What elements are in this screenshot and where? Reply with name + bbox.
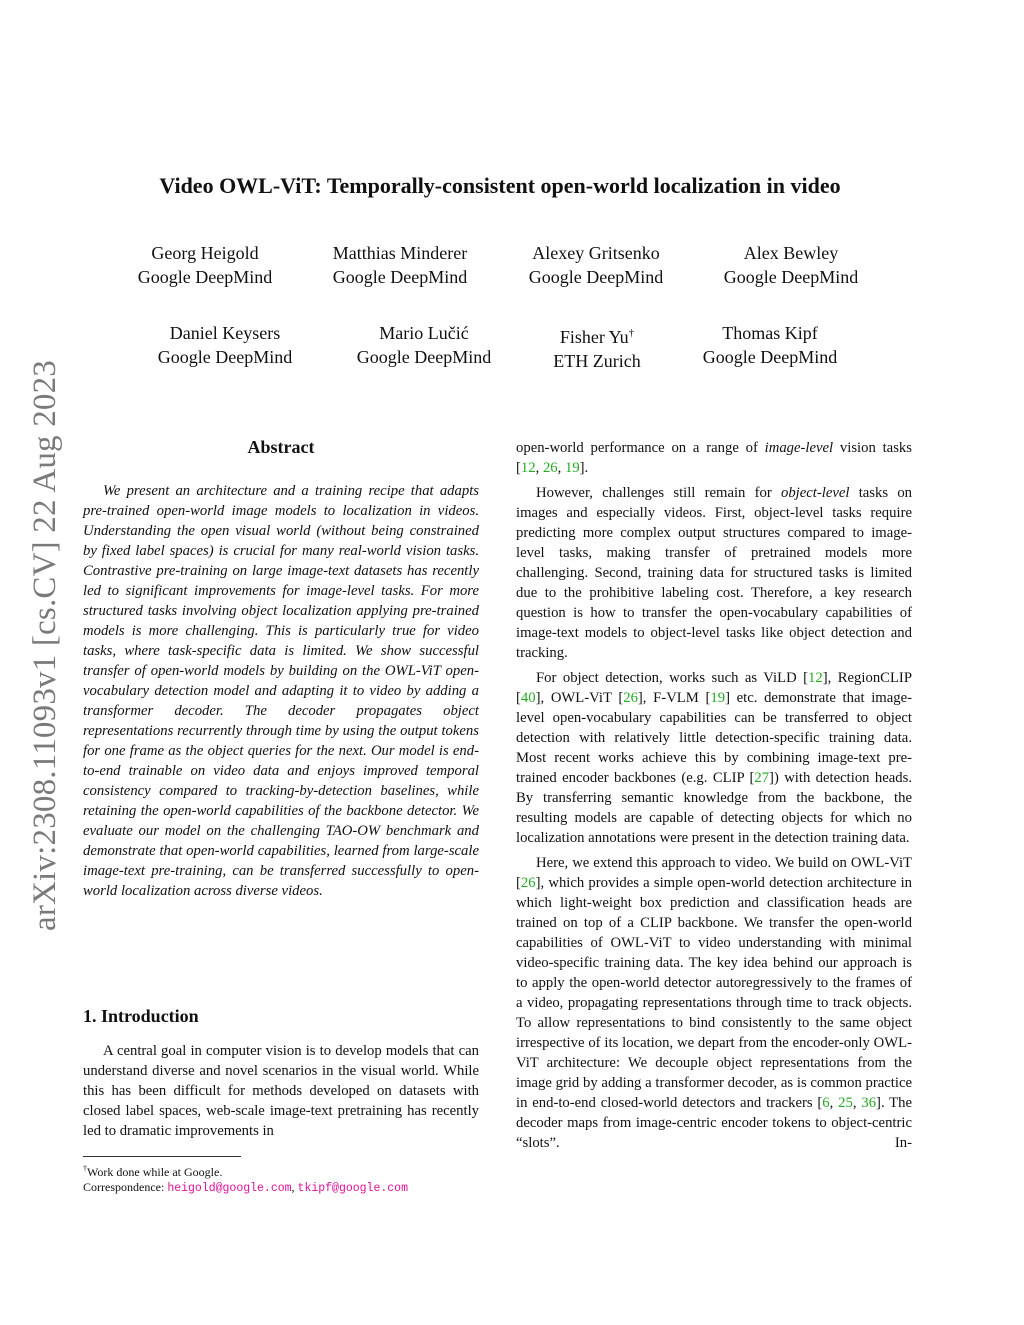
- author-block: [670, 321, 870, 369]
- citation-link[interactable]: 19: [564, 460, 580, 476]
- author-block: [324, 321, 524, 369]
- email-link-heigold[interactable]: heigold@google.com: [167, 1182, 292, 1195]
- paragraph: For object detection, works such as ViLD [12], RegionCLIP [40], OWL-ViT [26], F-VLM [19] etc. demonstrate that image-level open-vocabulary capabilities can be transferred to object detection with relatively little detection-specific training data. Most recent works achieve this by combining image-text pre-trained encoder backbones (e.g. CLIP [27]) with detection heads. By transferring semantic knowledge from the backbone, the resulting models are capable of detecting objects for which no localization annotations were present in the detection training data.: [516, 670, 912, 846]
- author-block: [125, 321, 325, 369]
- author-name: Alexey Gritsenko: [532, 243, 660, 263]
- author-affiliation: Google DeepMind: [157, 347, 293, 367]
- author-block: [105, 241, 305, 289]
- paragraph: However, challenges still remain for object-level tasks on images and especially videos. First, object-level tasks require predicting more complex output structures compared to image-level tasks, making transfer of pretrained models more challenging. Second, training data for structured tasks is limited due to the prohibitive labeling cost. Therefore, a key research question is how to transfer the open-vocabulary capabilities of image-text models to object-level tasks like object detection and tracking.: [516, 485, 913, 661]
- footnote-divider: [83, 1156, 241, 1157]
- author-name: Fisher Yu†: [559, 327, 635, 347]
- abstract-heading: Abstract: [247, 437, 315, 457]
- paragraph: open-world performance on a range of image-level vision tasks [12, 26, 19].: [516, 440, 912, 476]
- author-affiliation: ETH Zurich: [553, 351, 641, 371]
- paper-title: Video OWL-ViT: Temporally-consistent open-world localization in video: [159, 173, 841, 198]
- author-name: Alex Bewley: [743, 243, 839, 263]
- citation-link[interactable]: 12: [520, 460, 536, 476]
- author-affiliation: Google DeepMind: [356, 347, 492, 367]
- author-affiliation: Google DeepMind: [528, 267, 664, 287]
- citation-link[interactable]: 6: [822, 1095, 830, 1111]
- author-block: [496, 241, 696, 289]
- footnote-work: †Work done while at Google.: [83, 1164, 223, 1179]
- author-block: [300, 241, 500, 289]
- citation-link[interactable]: 26: [520, 875, 536, 891]
- section-heading: 1. Introduction: [83, 1006, 199, 1026]
- author-name: Matthias Minderer: [332, 243, 468, 263]
- citation-link[interactable]: 26: [542, 460, 558, 476]
- citation-link[interactable]: 26: [623, 690, 638, 706]
- author-affiliation: Google DeepMind: [723, 267, 859, 287]
- author-name: Mario Lučić: [379, 323, 469, 343]
- right-column: [516, 438, 912, 1158]
- author-name: Thomas Kipf: [722, 323, 818, 343]
- author-affiliation: Google DeepMind: [137, 267, 273, 287]
- paragraph: Here, we extend this approach to video. We build on OWL-ViT [26], which provides a simple open-world detection architecture in which light-weight box prediction and classification heads are trained on top of a CLIP backbone. We transfer the open-world capabilities of OWL-ViT to video understanding with minimal video-specific training data. The key idea behind our approach is to apply the open-world detector autoregressively to the frames of a video, propagating representations through time to track objects. To allow representations to bind consistently to the same object irrespective of its location, we depart from the encoder-only OWL-ViT architecture: We decouple object representations from the image grid by adding a transformer decoder, as is common practice in end-to-end closed-world detectors and trackers [6, 25, 36]. The decoder maps from image-centric encoder tokens to object-centric “slots”. In-: [516, 855, 913, 1151]
- email-link-tkipf[interactable]: tkipf@google.com: [297, 1182, 408, 1195]
- author-block: [497, 321, 697, 373]
- citation-link[interactable]: 36: [861, 1095, 877, 1111]
- citation-link[interactable]: 12: [808, 670, 823, 686]
- citation-link[interactable]: 40: [520, 690, 536, 706]
- author-affiliation: Google DeepMind: [332, 267, 468, 287]
- author-block: [691, 241, 891, 289]
- citation-link[interactable]: 25: [838, 1095, 853, 1111]
- dagger-mark: †: [628, 327, 635, 339]
- author-name: Daniel Keysers: [169, 323, 281, 343]
- arxiv-stamp: [22, 345, 68, 945]
- author-affiliation: Google DeepMind: [702, 347, 838, 367]
- arxiv-stamp-text: arXiv:2308.11093v1 [cs.CV] 22 Aug 2023: [26, 359, 63, 931]
- intro-paragraph: A central goal in computer vision is to develop models that can understand diverse and novel scenarios in the visual world. While this has been difficult for methods developed on datasets with closed label spaces, web-scale image-text pretraining has recently led to dramatic improvements in: [83, 1043, 479, 1139]
- citation-link[interactable]: 19: [710, 690, 726, 706]
- citation-link[interactable]: 27: [754, 770, 770, 786]
- author-name: Georg Heigold: [151, 243, 259, 263]
- footnote-correspondence: Correspondence: heigold@google.com, tkipf@google.com: [83, 1180, 408, 1195]
- abstract-text: We present an architecture and a training recipe that adapts pre-trained open-world image models to localization in videos. Understanding the open visual world (without being constrained by fixed label spaces) is crucial for many real-world vision tasks. Contrastive pre-training on large image-text datasets has recently led to significant improvements for image-level tasks. For more structured tasks involving object localization applying pre-trained models is more challenging. This is particularly true for video tasks, where task-specific data is limited. We show successful transfer of open-world models by building on the OWL-ViT open-vocabulary detection model and adapting it to video by adding a transformer decoder. The decoder propagates object representations recurrently through time by using the output tokens for one frame as the object queries for the next. Our model is end-to-end trainable on video data and enjoys improved temporal consistency compared to tracking-by-detection baselines, while retaining the open-world capabilities of the backbone detector. We evaluate our model on the challenging TAO-OW benchmark and demonstrate that open-world capabilities, learned from large-scale image-text pre-training, can be transferred successfully to open-world localization across diverse videos.: [83, 483, 479, 899]
